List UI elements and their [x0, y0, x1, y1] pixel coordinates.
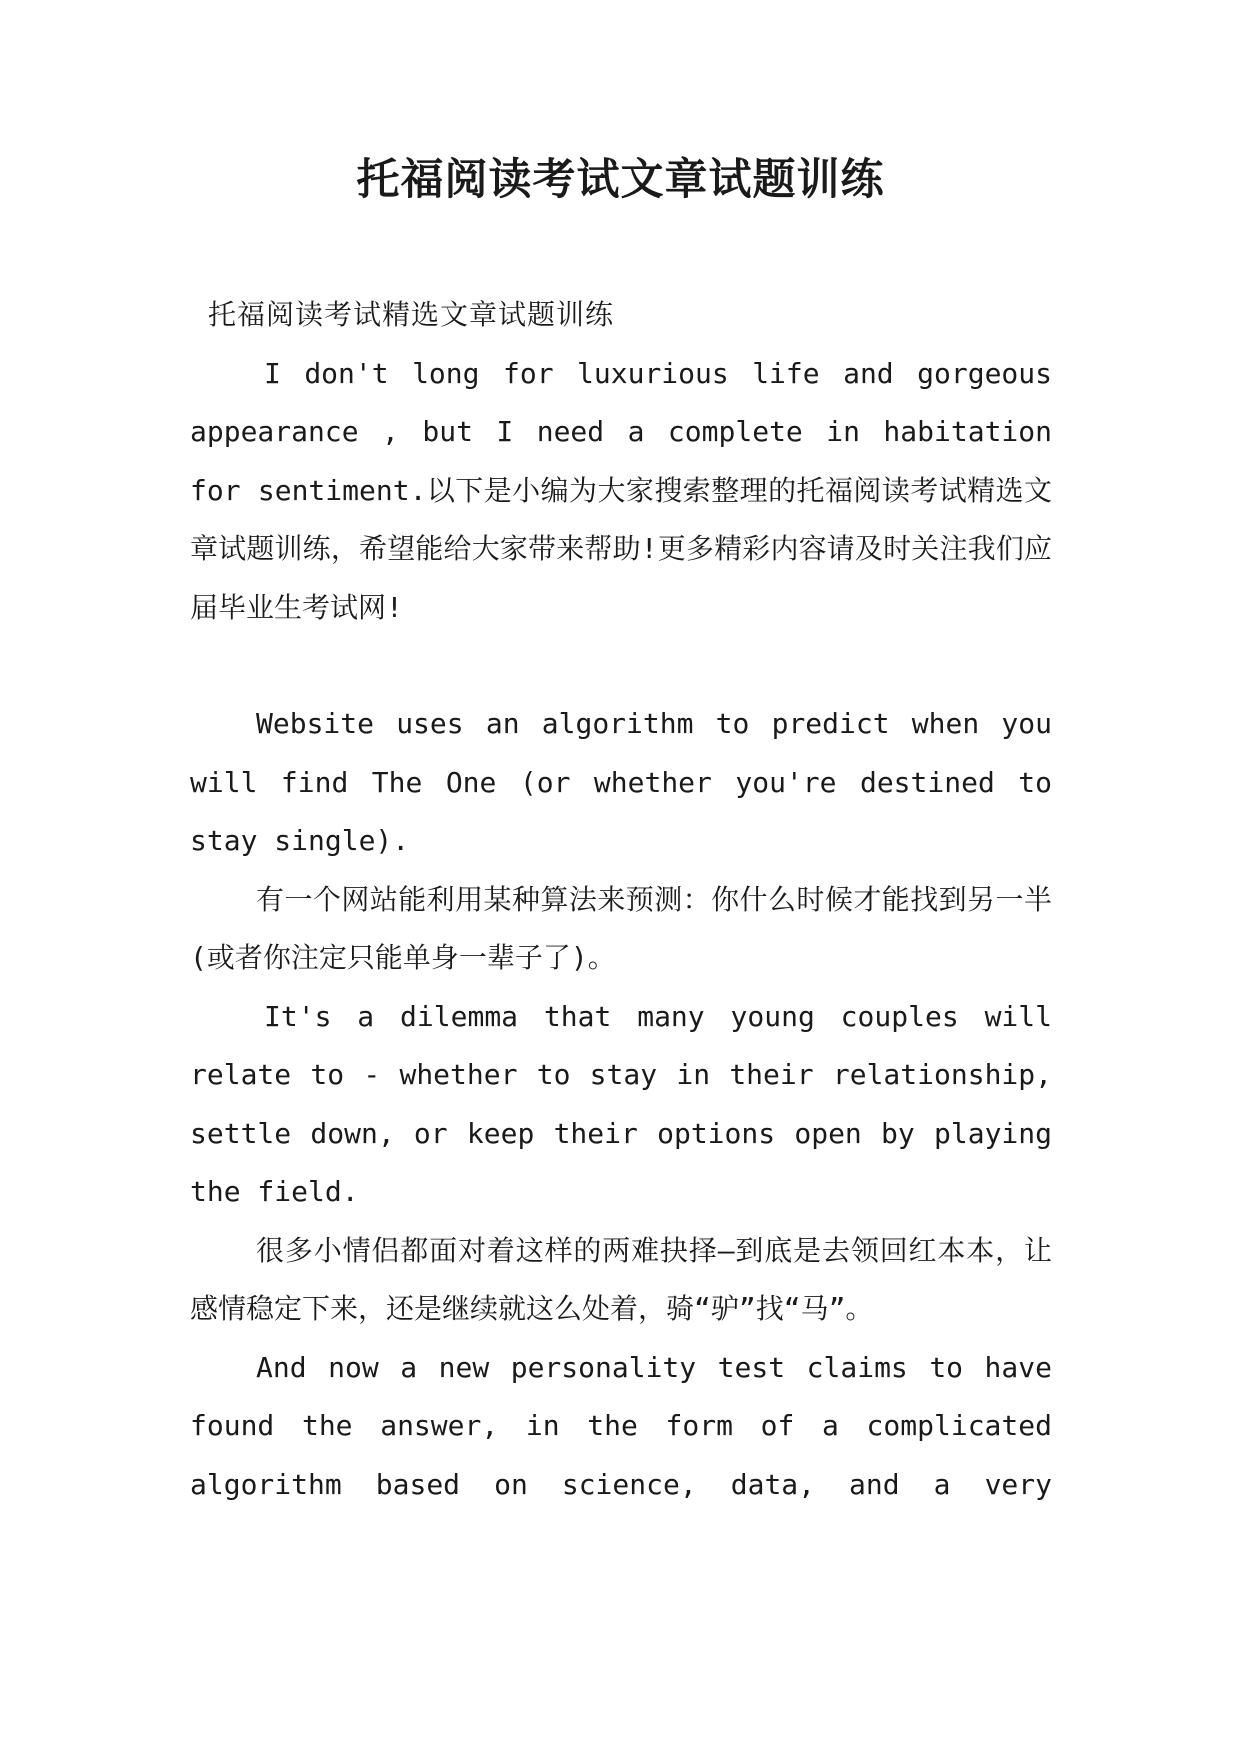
paragraph-chinese-1: 有一个网站能利用某种算法来预测：你什么时候才能找到另一半(或者你注定只能单身一辈子了)。: [190, 882, 1052, 974]
document-title: 托福阅读考试文章试题训练: [356, 155, 885, 205]
paragraph-intro: I don't long for luxurious life and gorgeous appearance , but I need a complete in habitation for sentiment.以下是小编为大家搜索整理的托福阅读考试精选文章试题训练，希望能给大家带来帮助!更多精彩内容请及时关注我们应届毕业生考试网!: [190, 356, 1052, 624]
paragraph-english-2: It's a dilemma that many young couples will relate to - whether to stay in their relationship, settle down, or keep their options open by playing the field.: [190, 999, 1052, 1208]
paragraph-gap: [190, 637, 1052, 695]
document-body: [190, 286, 1052, 1514]
paragraph-english-1: Website uses an algorithm to predict when you will find The One (or whether you're destined to stay single).: [190, 707, 1052, 857]
document-subtitle: 托福阅读考试精选文章试题训练: [208, 298, 615, 331]
paragraph-chinese-2: 很多小情侣都面对着这样的两难抉择—到底是去领回红本本，让感情稳定下来，还是继续就这么处着，骑“驴”找“马”。: [190, 1233, 1052, 1325]
paragraph-english-3: And now a new personality test claims to have found the answer, in the form of a complicated algorithm based on science, data, and a very: [190, 1350, 1052, 1501]
